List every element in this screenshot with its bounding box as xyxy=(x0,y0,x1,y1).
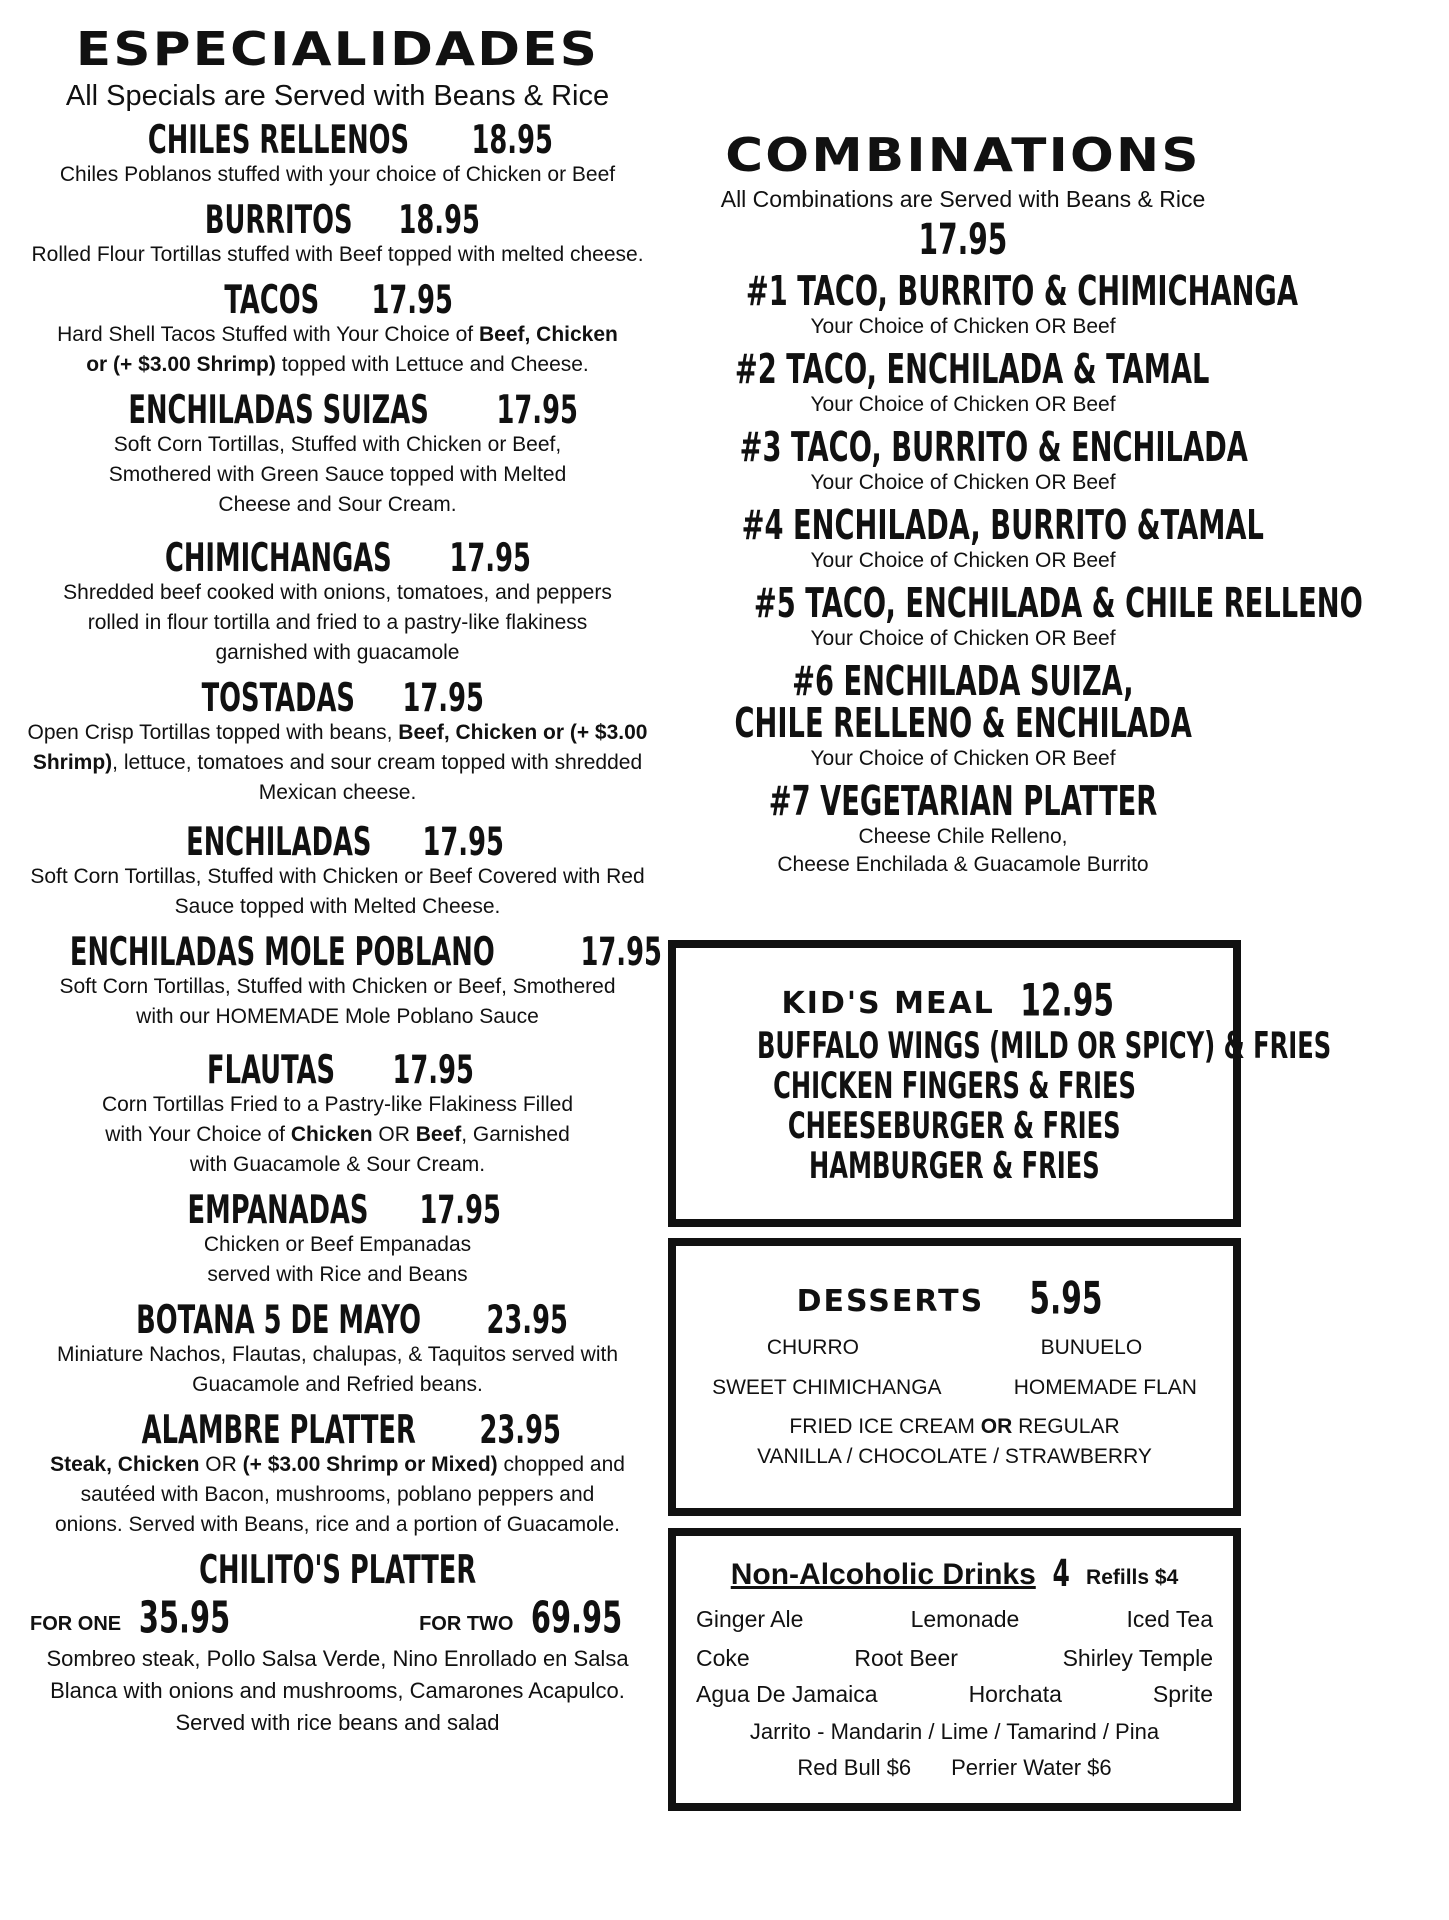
combinations-price: 17.95 xyxy=(918,216,1008,265)
item-name: FLAUTAS xyxy=(207,1046,336,1093)
item-name: CHILITO'S PLATTER xyxy=(198,1546,477,1593)
item-description: Steak, Chicken OR (+ $3.00 Shrimp or Mixed) chopped and sautéed with Bacon, mushrooms, poblano peppers and onions. Served with Beans, rice and a portion of Guacamole. xyxy=(50,1453,625,1536)
kids-item: CHICKEN FINGERS & FRIES xyxy=(773,1064,1136,1108)
item-description: Miniature Nachos, Flautas, chalupas, & Taquitos served with Guacamole and Refried beans. xyxy=(56,1343,619,1396)
dessert-item: BUNUELO xyxy=(1040,1336,1143,1359)
item-price: 18.95 xyxy=(398,196,480,243)
combo-sub-line2: Cheese Enchilada & Guacamole Burrito xyxy=(777,853,1149,876)
drink-item: Ginger Ale xyxy=(696,1606,804,1632)
combo-item-3 xyxy=(668,424,1258,497)
item-name: TOSTADAS xyxy=(201,674,355,721)
drink-jarrito: Jarrito - Mandarin / Lime / Tamarind / Pina xyxy=(749,1719,1160,1744)
kids-meal-box xyxy=(668,940,1332,1227)
for-one-price: 35.95 xyxy=(138,1592,230,1643)
menu-item-tacos xyxy=(10,276,665,380)
combo-name: #3 TACO, BURRITO & ENCHILADA xyxy=(739,424,1248,472)
for-one-label: FOR ONE xyxy=(30,1613,122,1635)
desserts-row xyxy=(676,1368,1233,1408)
drink-item: Iced Tea xyxy=(1126,1606,1213,1632)
kids-meal-title: KID'S MEAL xyxy=(781,986,995,1021)
item-description: Soft Corn Tortillas, Stuffed with Chicken or Beef, Smothered with our HOMEMADE Mole Poblano Sauce xyxy=(59,975,616,1028)
item-name: ENCHILADAS xyxy=(185,818,371,865)
combo-sub: Your Choice of Chicken OR Beef xyxy=(810,627,1116,650)
item-name: ENCHILADAS MOLE POBLANO xyxy=(69,928,495,975)
item-price: 17.95 xyxy=(580,928,662,975)
drinks-row xyxy=(676,1676,1233,1712)
item-description: Soft Corn Tortillas, Stuffed with Chicken or Beef Covered with Red Sauce topped with Melted Cheese. xyxy=(30,865,645,918)
menu-item-enchiladas-suizas xyxy=(10,386,665,520)
specialties-title: ESPECIALIDADES xyxy=(75,22,600,76)
dessert-item: SWEET CHIMICHANGA xyxy=(712,1376,942,1399)
item-description: Open Crisp Tortillas topped with beans, Beef, Chicken or (+ $3.00 Shrimp), lettuce, tomatoes and sour cream topped with shredded Mexican cheese. xyxy=(27,721,648,804)
drink-item: Sprite xyxy=(1152,1681,1213,1707)
dessert-item: HOMEMADE FLAN xyxy=(1013,1376,1197,1399)
item-name: EMPANADAS xyxy=(187,1186,369,1233)
menu-item-alambre xyxy=(10,1406,665,1540)
combo-name: #2 TACO, ENCHILADA & TAMAL xyxy=(734,346,1210,394)
menu-item-chiles-rellenos xyxy=(10,116,665,190)
kids-item: BUFFALO WINGS (MILD OR SPICY) & FRIES xyxy=(756,1024,1332,1068)
item-name: ALAMBRE PLATTER xyxy=(141,1406,416,1453)
item-price: 17.95 xyxy=(419,1186,502,1233)
item-price: 17.95 xyxy=(371,276,453,323)
for-two-price: 69.95 xyxy=(530,1592,623,1643)
combo-item-4 xyxy=(668,502,1264,575)
drink-item: Root Beer xyxy=(854,1645,958,1671)
combo-sub: Cheese Chile Relleno, xyxy=(858,825,1068,848)
desserts-row xyxy=(676,1328,1233,1368)
specialties-section xyxy=(10,22,665,1739)
combinations-subtitle: All Combinations are Served with Beans & Rice xyxy=(720,186,1206,212)
item-description: Soft Corn Tortillas, Stuffed with Chicken or Beef, Smothered with Green Sauce topped with Melted Cheese and Sour Cream. xyxy=(108,433,567,516)
drinks-title: Non-Alcoholic Drinks xyxy=(730,1558,1036,1591)
drinks-price: 4 xyxy=(1052,1550,1070,1596)
item-price: 17.95 xyxy=(402,674,484,721)
item-price: 17.95 xyxy=(496,386,578,433)
item-price: 23.95 xyxy=(479,1406,561,1453)
item-name: CHILES RELLENOS xyxy=(147,116,409,163)
combo-item-5 xyxy=(668,580,1363,653)
item-price: 23.95 xyxy=(486,1296,568,1343)
combo-sub: Your Choice of Chicken OR Beef xyxy=(810,549,1116,572)
item-name: BOTANA 5 DE MAYO xyxy=(135,1296,421,1343)
item-description: Hard Shell Tacos Stuffed with Your Choice of Beef, Chicken or (+ $3.00 Shrimp) topped with Lettuce and Cheese. xyxy=(57,323,618,376)
item-description: Chicken or Beef Empanadas served with Rice and Beans xyxy=(203,1233,472,1286)
combo-name: #5 TACO, ENCHILADA & CHILE RELLENO xyxy=(753,580,1363,628)
drink-item: Coke xyxy=(696,1645,750,1671)
chilito-prices xyxy=(10,1592,665,1643)
item-description: Chiles Poblanos stuffed with your choice of Chicken or Beef xyxy=(59,163,616,186)
combinations-section xyxy=(668,128,1363,879)
menu-item-empanadas xyxy=(10,1186,665,1290)
item-description: Corn Tortillas Fried to a Pastry-like Flakiness Filled with Your Choice of Chicken OR Beef, Garnished with Guacamole & Sour Cream. xyxy=(101,1093,574,1176)
desserts-box xyxy=(668,1238,1241,1516)
item-description: Sombreo steak, Pollo Salsa Verde, Nino Enrollado en Salsa Blanca with onions and mushrooms, Camarones Acapulco. Served with rice beans and salad xyxy=(46,1646,629,1735)
item-description: Shredded beef cooked with onions, tomatoes, and peppers rolled in flour tortilla and fried to a pastry-like flakiness garnished with guacamole xyxy=(63,581,612,664)
combo-item-2 xyxy=(668,346,1258,419)
item-name: CHIMICHANGAS xyxy=(164,534,392,581)
menu-item-enchiladas xyxy=(10,818,665,922)
combo-name: #6 ENCHILADA SUIZA, xyxy=(792,658,1134,706)
combo-sub: Your Choice of Chicken OR Beef xyxy=(810,747,1116,770)
combo-item-6 xyxy=(668,658,1258,773)
kids-meal-list xyxy=(676,1024,1332,1188)
item-name: BURRITOS xyxy=(204,196,353,243)
drink-item: Lemonade xyxy=(910,1606,1020,1632)
menu-item-enchiladas-mole xyxy=(10,928,665,1032)
drink-item: Agua De Jamaica xyxy=(696,1681,878,1707)
dessert-flavors: VANILLA / CHOCOLATE / STRAWBERRY xyxy=(757,1445,1152,1468)
combo-item-1 xyxy=(668,268,1298,341)
item-name: TACOS xyxy=(223,276,319,323)
menu-item-chilitos-platter xyxy=(10,1546,665,1739)
drinks-box xyxy=(668,1528,1241,1811)
combo-sub: Your Choice of Chicken OR Beef xyxy=(810,471,1116,494)
specialties-subtitle: All Specials are Served with Beans & Rice xyxy=(65,80,610,112)
drinks-row xyxy=(676,1598,1233,1640)
combo-sub: Your Choice of Chicken OR Beef xyxy=(810,393,1116,416)
item-price: 17.95 xyxy=(392,1046,475,1093)
combo-name: #4 ENCHILADA, BURRITO &TAMAL xyxy=(741,502,1264,550)
combo-name-line2: CHILE RELLENO & ENCHILADA xyxy=(734,700,1192,748)
for-two-label: FOR TWO xyxy=(419,1613,514,1635)
item-price: 18.95 xyxy=(471,116,553,163)
menu-item-botana xyxy=(10,1296,665,1400)
item-description: Rolled Flour Tortillas stuffed with Beef topped with melted cheese. xyxy=(31,243,644,266)
kids-item: HAMBURGER & FRIES xyxy=(809,1144,1100,1188)
desserts-title: DESSERTS xyxy=(796,1284,985,1319)
item-name: ENCHILADAS SUIZAS xyxy=(128,386,429,433)
drinks-row xyxy=(676,1640,1233,1676)
combinations-title: COMBINATIONS xyxy=(725,128,1201,182)
combo-sub: Your Choice of Chicken OR Beef xyxy=(810,315,1116,338)
dessert-ice-cream: FRIED ICE CREAM OR REGULAR xyxy=(789,1415,1120,1438)
drinks-refills: Refills $4 xyxy=(1086,1566,1179,1589)
menu-item-chimichangas xyxy=(10,534,665,668)
kids-item: CHEESEBURGER & FRIES xyxy=(788,1104,1121,1148)
drinks-row xyxy=(676,1752,1233,1784)
combo-name: #7 VEGETARIAN PLATTER xyxy=(768,778,1158,826)
dessert-item: CHURRO xyxy=(766,1336,859,1359)
kids-meal-price: 12.95 xyxy=(1020,974,1115,1026)
drink-item: Horchata xyxy=(968,1681,1062,1707)
drink-item: Perrier Water $6 xyxy=(951,1755,1112,1780)
combo-item-7 xyxy=(668,778,1258,879)
combo-name: #1 TACO, BURRITO & CHIMICHANGA xyxy=(745,268,1298,316)
drink-item: Red Bull $6 xyxy=(797,1755,912,1780)
item-price: 17.95 xyxy=(449,534,531,581)
menu-item-flautas xyxy=(10,1046,665,1180)
menu-item-tostadas xyxy=(10,674,665,808)
item-price: 17.95 xyxy=(422,818,504,865)
drink-item: Shirley Temple xyxy=(1062,1645,1213,1671)
menu-item-burritos xyxy=(10,196,665,270)
desserts-price: 5.95 xyxy=(1028,1272,1103,1324)
